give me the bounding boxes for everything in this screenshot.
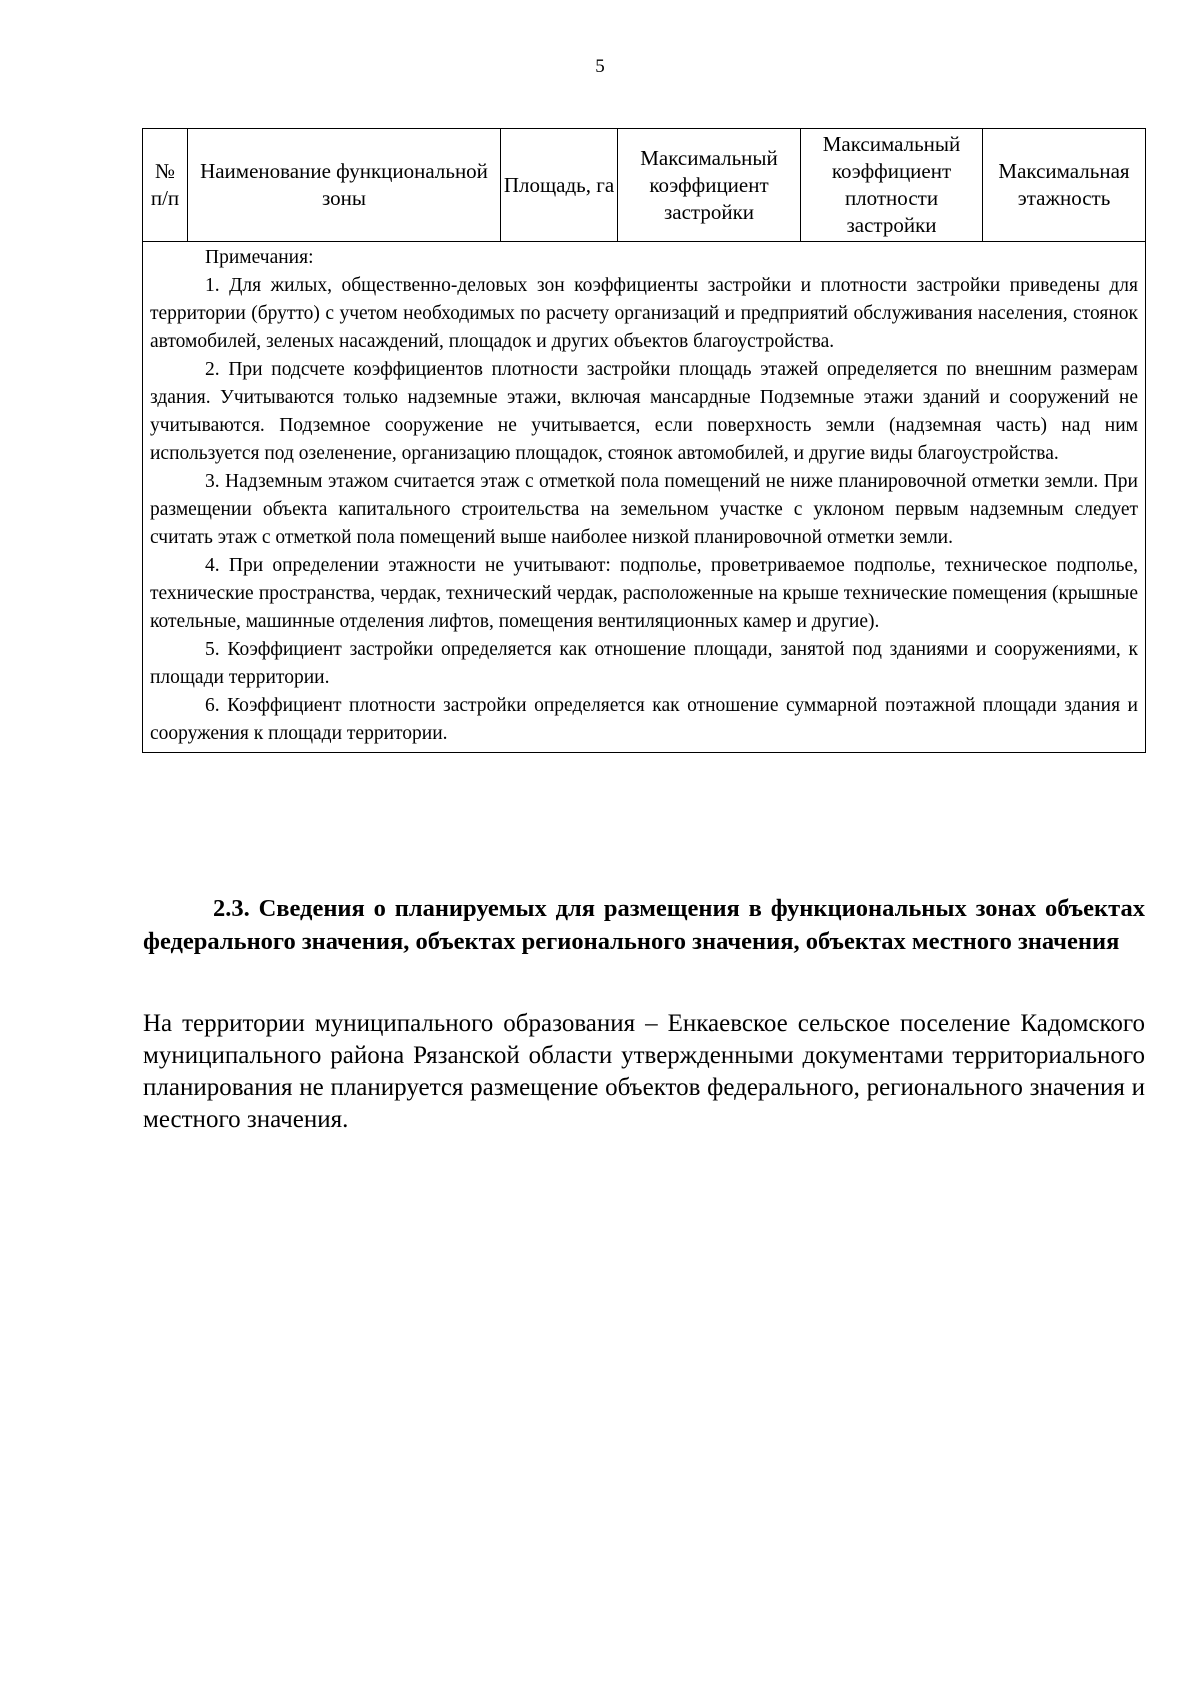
- header-zone-name: Наименование функциональной зоны: [188, 129, 501, 242]
- page-number: 5: [595, 56, 605, 77]
- header-max-floors: Максимальная этажность: [983, 129, 1146, 242]
- table-notes: [143, 242, 1146, 753]
- table-header-row: [143, 129, 1146, 242]
- note-item: 1. Для жилых, общественно-деловых зон коэффициенты застройки и плотности застройки приведены для территории (брутто) с учетом необходимых по расчету организаций и предприятий обслуживания населения, стоянок автомобилей, зеленых насаждений, площадок и других объектов благоустройства.: [150, 275, 1138, 352]
- header-max-building-coefficient: Максимальный коэффициент застройки: [618, 129, 801, 242]
- section-heading: 2.3. Сведения о планируемых для размещения в функциональных зонах объектах федерального значения, объектах регионального значения, объектах местного значения: [143, 895, 1145, 955]
- note-item: 5. Коэффициент застройки определяется как отношение площади, занятой под зданиями и сооружениями, к площади территории.: [150, 639, 1138, 688]
- header-max-density-coefficient: Максимальный коэффициент плотности застройки: [801, 129, 983, 242]
- note-item: 6. Коэффициент плотности застройки определяется как отношение суммарной поэтажной площади здания и сооружения к площади территории.: [150, 695, 1138, 744]
- body-paragraph: На территории муниципального образования – Енкаевское сельское поселение Кадомского муниципального района Рязанской области утвержденными документами территориального планирования не планируется размещение объектов федерального, регионального значения и местного значения.: [143, 1010, 1145, 1133]
- header-number: № п/п: [143, 129, 188, 242]
- note-item: 4. При определении этажности не учитывают: подполье, проветриваемое подполье, техническое подполье, технические пространства, чердак, технический чердак, расположенные на крыше технические помещения (крышные котельные, машинные отделения лифтов, помещения вентиляционных камер и другие).: [150, 555, 1138, 632]
- note-item: 3. Надземным этажом считается этаж с отметкой пола помещений не ниже планировочной отметки земли. При размещении объекта капитального строительства на земельном участке с уклоном первым надземным следует считать этаж с отметкой пола помещений выше наиболее низкой планировочной отметки земли.: [150, 471, 1138, 548]
- table-notes-row: [143, 242, 1146, 753]
- functional-zones-table: [142, 128, 1146, 753]
- header-area: Площадь, га: [501, 129, 618, 242]
- note-item: 2. При подсчете коэффициентов плотности застройки площадь этажей определяется по внешним размерам здания. Учитываются только надземные этажи, включая мансардные Подземные этажи зданий и сооружений не учитываются. Подземное сооружение не учитывается, если поверхность земли (надземная часть) над ним используется под озеленение, организацию площадок, стоянок автомобилей, и другие виды благоустройства.: [150, 359, 1138, 464]
- notes-title: Примечания:: [205, 247, 314, 268]
